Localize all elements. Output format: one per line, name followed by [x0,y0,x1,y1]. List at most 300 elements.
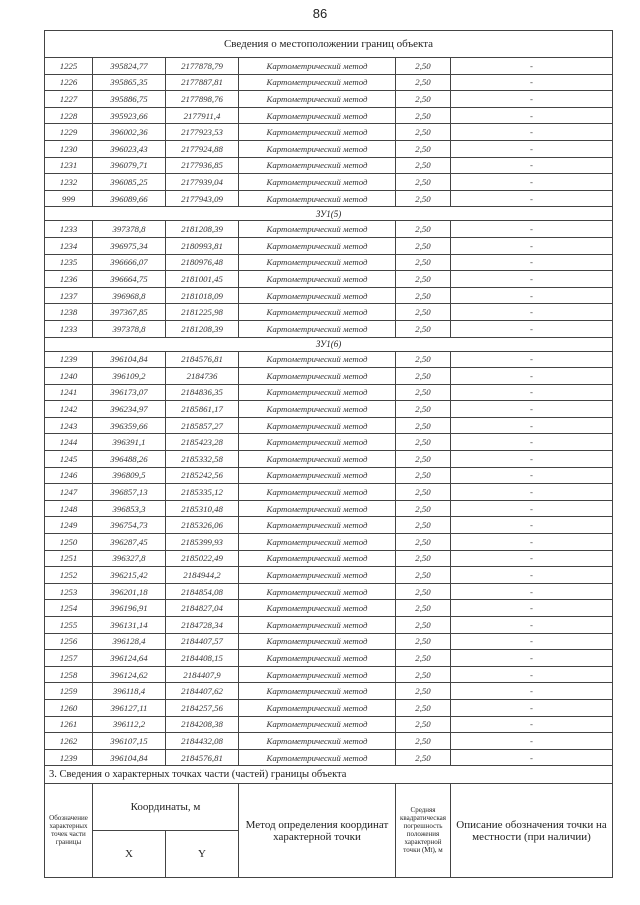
description: - [451,157,613,174]
description: - [451,683,613,700]
coord-y: 2185022,49 [166,550,239,567]
point-number: 1246 [45,467,93,484]
description: - [451,484,613,501]
coord-y: 2184728,34 [166,617,239,634]
description: - [451,600,613,617]
method: Картометрический метод [239,237,396,254]
description: - [451,467,613,484]
coord-x: 396857,13 [93,484,166,501]
method: Картометрический метод [239,633,396,650]
method: Картометрический метод [239,617,396,634]
precision: 2,50 [396,320,451,337]
table-row [45,583,613,600]
col-header-row [45,784,613,831]
coord-x: 396968,8 [93,287,166,304]
table-row [45,467,613,484]
coord-x: 396196,91 [93,600,166,617]
page-number: 86 [312,6,328,21]
method: Картометрический метод [239,91,396,108]
table-row [45,617,613,634]
coord-y: 2185310,48 [166,500,239,517]
coord-y: 2184944,2 [166,567,239,584]
description: - [451,550,613,567]
point-number: 1229 [45,124,93,141]
coord-x: 395886,75 [93,91,166,108]
description: - [451,320,613,337]
precision: 2,50 [396,140,451,157]
coord-x: 396002,36 [93,124,166,141]
coord-y: 2184576,81 [166,749,239,766]
table-row [45,451,613,468]
coord-x: 396112,2 [93,716,166,733]
coord-x: 396488,26 [93,451,166,468]
method: Картометрический метод [239,157,396,174]
precision: 2,50 [396,451,451,468]
description: - [451,368,613,385]
precision: 2,50 [396,716,451,733]
coord-x: 396853,3 [93,500,166,517]
point-number: 1242 [45,401,93,418]
coord-y: 2185332,58 [166,451,239,468]
col-coords: Координаты, м [93,784,239,831]
description: - [451,401,613,418]
precision: 2,50 [396,683,451,700]
point-number: 1227 [45,91,93,108]
table-row [45,600,613,617]
method: Картометрический метод [239,484,396,501]
coord-x: 396201,18 [93,583,166,600]
coord-y: 2181208,39 [166,320,239,337]
description: - [451,174,613,191]
table-header-row [45,31,613,58]
description: - [451,617,613,634]
coord-y: 2184576,81 [166,351,239,368]
group-label: ЗУ1(6) [45,337,613,351]
method: Картометрический метод [239,74,396,91]
table-row [45,716,613,733]
point-number: 1251 [45,550,93,567]
point-number: 1256 [45,633,93,650]
coord-x: 396287,45 [93,534,166,551]
point-number: 1239 [45,749,93,766]
precision: 2,50 [396,699,451,716]
method: Картометрический метод [239,58,396,75]
coord-y: 2185242,56 [166,467,239,484]
table-row [45,74,613,91]
coord-y: 2184836,35 [166,384,239,401]
coord-x: 396023,43 [93,140,166,157]
method: Картометрический метод [239,254,396,271]
method: Картометрический метод [239,434,396,451]
point-number: 1253 [45,583,93,600]
method: Картометрический метод [239,287,396,304]
precision: 2,50 [396,157,451,174]
table-row [45,699,613,716]
table-row [45,683,613,700]
table-row [45,58,613,75]
group-label: ЗУ1(5) [45,207,613,221]
method: Картометрический метод [239,351,396,368]
table-row [45,124,613,141]
coord-y: 2185335,12 [166,484,239,501]
point-number: 1257 [45,650,93,667]
description: - [451,666,613,683]
point-number: 1247 [45,484,93,501]
method: Картометрический метод [239,666,396,683]
point-number: 1254 [45,600,93,617]
description: - [451,74,613,91]
precision: 2,50 [396,749,451,766]
coord-x: 396107,15 [93,733,166,750]
table-row [45,650,613,667]
col-method: Метод определения координат характерной точки [239,784,396,878]
method: Картометрический метод [239,650,396,667]
table-row [45,633,613,650]
point-number: 1248 [45,500,93,517]
method: Картометрический метод [239,368,396,385]
description: - [451,124,613,141]
coord-y: 2177878,79 [166,58,239,75]
coord-y: 2185857,27 [166,417,239,434]
precision: 2,50 [396,617,451,634]
description: - [451,140,613,157]
coord-y: 2184257,56 [166,699,239,716]
description: - [451,351,613,368]
table-row [45,434,613,451]
description: - [451,451,613,468]
point-number: 1258 [45,666,93,683]
table-header: Сведения о местоположении границ объекта [45,31,613,58]
point-number: 1233 [45,320,93,337]
coord-x: 395824,77 [93,58,166,75]
precision: 2,50 [396,733,451,750]
col-x: X [93,831,166,878]
point-number: 1233 [45,221,93,238]
method: Картометрический метод [239,600,396,617]
precision: 2,50 [396,287,451,304]
table-row [45,733,613,750]
point-number: 1235 [45,254,93,271]
table-row [45,91,613,108]
coord-y: 2180993,81 [166,237,239,254]
description: - [451,749,613,766]
precision: 2,50 [396,666,451,683]
table-row [45,190,613,207]
method: Картометрический метод [239,500,396,517]
description: - [451,384,613,401]
coord-y: 2180976,48 [166,254,239,271]
precision: 2,50 [396,633,451,650]
method: Картометрический метод [239,190,396,207]
group-row [45,337,613,351]
point-number: 1260 [45,699,93,716]
coord-x: 396327,8 [93,550,166,567]
description: - [451,716,613,733]
coord-y: 2177943,09 [166,190,239,207]
coord-x: 396104,84 [93,351,166,368]
point-number: 1250 [45,534,93,551]
table-row [45,384,613,401]
method: Картометрический метод [239,749,396,766]
coord-x: 396173,07 [93,384,166,401]
coord-x: 396131,14 [93,617,166,634]
coord-x: 396085,25 [93,174,166,191]
description: - [451,91,613,108]
method: Картометрический метод [239,550,396,567]
method: Картометрический метод [239,174,396,191]
method: Картометрический метод [239,271,396,288]
table-row [45,567,613,584]
coord-y: 2184208,38 [166,716,239,733]
coord-x: 396124,64 [93,650,166,667]
table-row [45,320,613,337]
method: Картометрический метод [239,124,396,141]
point-number: 1234 [45,237,93,254]
point-number: 1252 [45,567,93,584]
method: Картометрический метод [239,384,396,401]
coord-y: 2181208,39 [166,221,239,238]
table-row [45,666,613,683]
coord-y: 2184407,62 [166,683,239,700]
coord-y: 2181018,09 [166,287,239,304]
method: Картометрический метод [239,451,396,468]
coord-x: 396104,84 [93,749,166,766]
precision: 2,50 [396,221,451,238]
precision: 2,50 [396,650,451,667]
point-number: 1225 [45,58,93,75]
table-row [45,271,613,288]
method: Картометрический метод [239,401,396,418]
method: Картометрический метод [239,567,396,584]
coord-x: 396664,75 [93,271,166,288]
col-point: Обозначение характерных точек части границы [45,784,93,878]
precision: 2,50 [396,384,451,401]
method: Картометрический метод [239,417,396,434]
description: - [451,583,613,600]
coord-y: 2185861,17 [166,401,239,418]
table-row [45,254,613,271]
table-row [45,237,613,254]
point-number: 1228 [45,107,93,124]
coord-x: 397378,8 [93,221,166,238]
method: Картометрический метод [239,699,396,716]
coord-y: 2181225,98 [166,304,239,321]
col-description: Описание обозначения точки на местности (при наличии) [451,784,613,878]
point-number: 1238 [45,304,93,321]
coord-x: 395865,35 [93,74,166,91]
table-row [45,140,613,157]
coord-x: 396118,4 [93,683,166,700]
table-row [45,368,613,385]
coord-y: 2177923,53 [166,124,239,141]
description: - [451,699,613,716]
method: Картометрический метод [239,304,396,321]
point-number: 1243 [45,417,93,434]
coord-y: 2184827,04 [166,600,239,617]
precision: 2,50 [396,58,451,75]
precision: 2,50 [396,254,451,271]
precision: 2,50 [396,174,451,191]
point-number: 1226 [45,74,93,91]
precision: 2,50 [396,107,451,124]
coord-x: 396809,5 [93,467,166,484]
table-row [45,517,613,534]
coord-x: 396109,2 [93,368,166,385]
point-number: 1237 [45,287,93,304]
table-row [45,417,613,434]
coord-x: 396127,11 [93,699,166,716]
precision: 2,50 [396,600,451,617]
method: Картометрический метод [239,733,396,750]
precision: 2,50 [396,534,451,551]
description: - [451,190,613,207]
precision: 2,50 [396,583,451,600]
coord-y: 2177898,76 [166,91,239,108]
table-row [45,107,613,124]
description: - [451,500,613,517]
description: - [451,417,613,434]
coord-x: 395923,66 [93,107,166,124]
description: - [451,287,613,304]
precision: 2,50 [396,567,451,584]
precision: 2,50 [396,500,451,517]
description: - [451,237,613,254]
description: - [451,434,613,451]
precision: 2,50 [396,368,451,385]
coord-x: 396079,71 [93,157,166,174]
precision: 2,50 [396,401,451,418]
point-number: 1262 [45,733,93,750]
coord-y: 2177887,81 [166,74,239,91]
method: Картометрический метод [239,221,396,238]
coord-y: 2185326,06 [166,517,239,534]
description: - [451,633,613,650]
point-number: 999 [45,190,93,207]
description: - [451,733,613,750]
description: - [451,271,613,288]
method: Картометрический метод [239,467,396,484]
table-row [45,351,613,368]
coord-x: 397367,85 [93,304,166,321]
description: - [451,650,613,667]
precision: 2,50 [396,550,451,567]
precision: 2,50 [396,351,451,368]
precision: 2,50 [396,517,451,534]
table-row [45,174,613,191]
table-row [45,287,613,304]
precision: 2,50 [396,190,451,207]
coord-x: 396391,1 [93,434,166,451]
precision: 2,50 [396,74,451,91]
precision: 2,50 [396,237,451,254]
coord-x: 396215,42 [93,567,166,584]
precision: 2,50 [396,124,451,141]
description: - [451,517,613,534]
table-row [45,304,613,321]
coord-y: 2177924,88 [166,140,239,157]
point-number: 1241 [45,384,93,401]
coord-y: 2177939,04 [166,174,239,191]
description: - [451,254,613,271]
coord-y: 2184736 [166,368,239,385]
group-row [45,207,613,221]
point-number: 1232 [45,174,93,191]
coord-x: 397378,8 [93,320,166,337]
table-row [45,484,613,501]
point-number: 1249 [45,517,93,534]
coord-x: 396234,97 [93,401,166,418]
precision: 2,50 [396,484,451,501]
table-row [45,157,613,174]
coord-x: 396754,73 [93,517,166,534]
method: Картометрический метод [239,683,396,700]
coord-x: 396128,4 [93,633,166,650]
coord-y: 2177936,85 [166,157,239,174]
col-precision: Средняя квадратическая погрешность положения характерной точки (Mt), м [396,784,451,878]
precision: 2,50 [396,91,451,108]
coord-y: 2185423,28 [166,434,239,451]
coord-y: 2184854,08 [166,583,239,600]
method: Картометрический метод [239,107,396,124]
point-number: 1244 [45,434,93,451]
coord-y: 2185399,93 [166,534,239,551]
method: Картометрический метод [239,517,396,534]
table-row [45,221,613,238]
precision: 2,50 [396,304,451,321]
coord-y: 2177911,4 [166,107,239,124]
method: Картометрический метод [239,716,396,733]
method: Картометрический метод [239,320,396,337]
coord-x: 396975,34 [93,237,166,254]
table-row [45,500,613,517]
precision: 2,50 [396,271,451,288]
description: - [451,58,613,75]
section3-row [45,766,613,784]
table-row [45,534,613,551]
method: Картометрический метод [239,534,396,551]
description: - [451,567,613,584]
description: - [451,107,613,124]
point-number: 1259 [45,683,93,700]
precision: 2,50 [396,434,451,451]
method: Картометрический метод [239,140,396,157]
coord-y: 2184407,57 [166,633,239,650]
description: - [451,221,613,238]
boundary-table [44,30,613,878]
coord-y: 2184432,08 [166,733,239,750]
coord-y: 2181001,45 [166,271,239,288]
coord-x: 396124,62 [93,666,166,683]
precision: 2,50 [396,417,451,434]
coord-y: 2184407,9 [166,666,239,683]
precision: 2,50 [396,467,451,484]
section3-title: 3. Сведения о характерных точках части (частей) границы объекта [45,766,613,784]
point-number: 1255 [45,617,93,634]
coord-x: 396359,66 [93,417,166,434]
coord-x: 396089,66 [93,190,166,207]
method: Картометрический метод [239,583,396,600]
point-number: 1239 [45,351,93,368]
point-number: 1240 [45,368,93,385]
point-number: 1245 [45,451,93,468]
table-row [45,550,613,567]
point-number: 1231 [45,157,93,174]
table-row [45,401,613,418]
point-number: 1236 [45,271,93,288]
table-row [45,749,613,766]
coord-y: 2184408,15 [166,650,239,667]
point-number: 1230 [45,140,93,157]
